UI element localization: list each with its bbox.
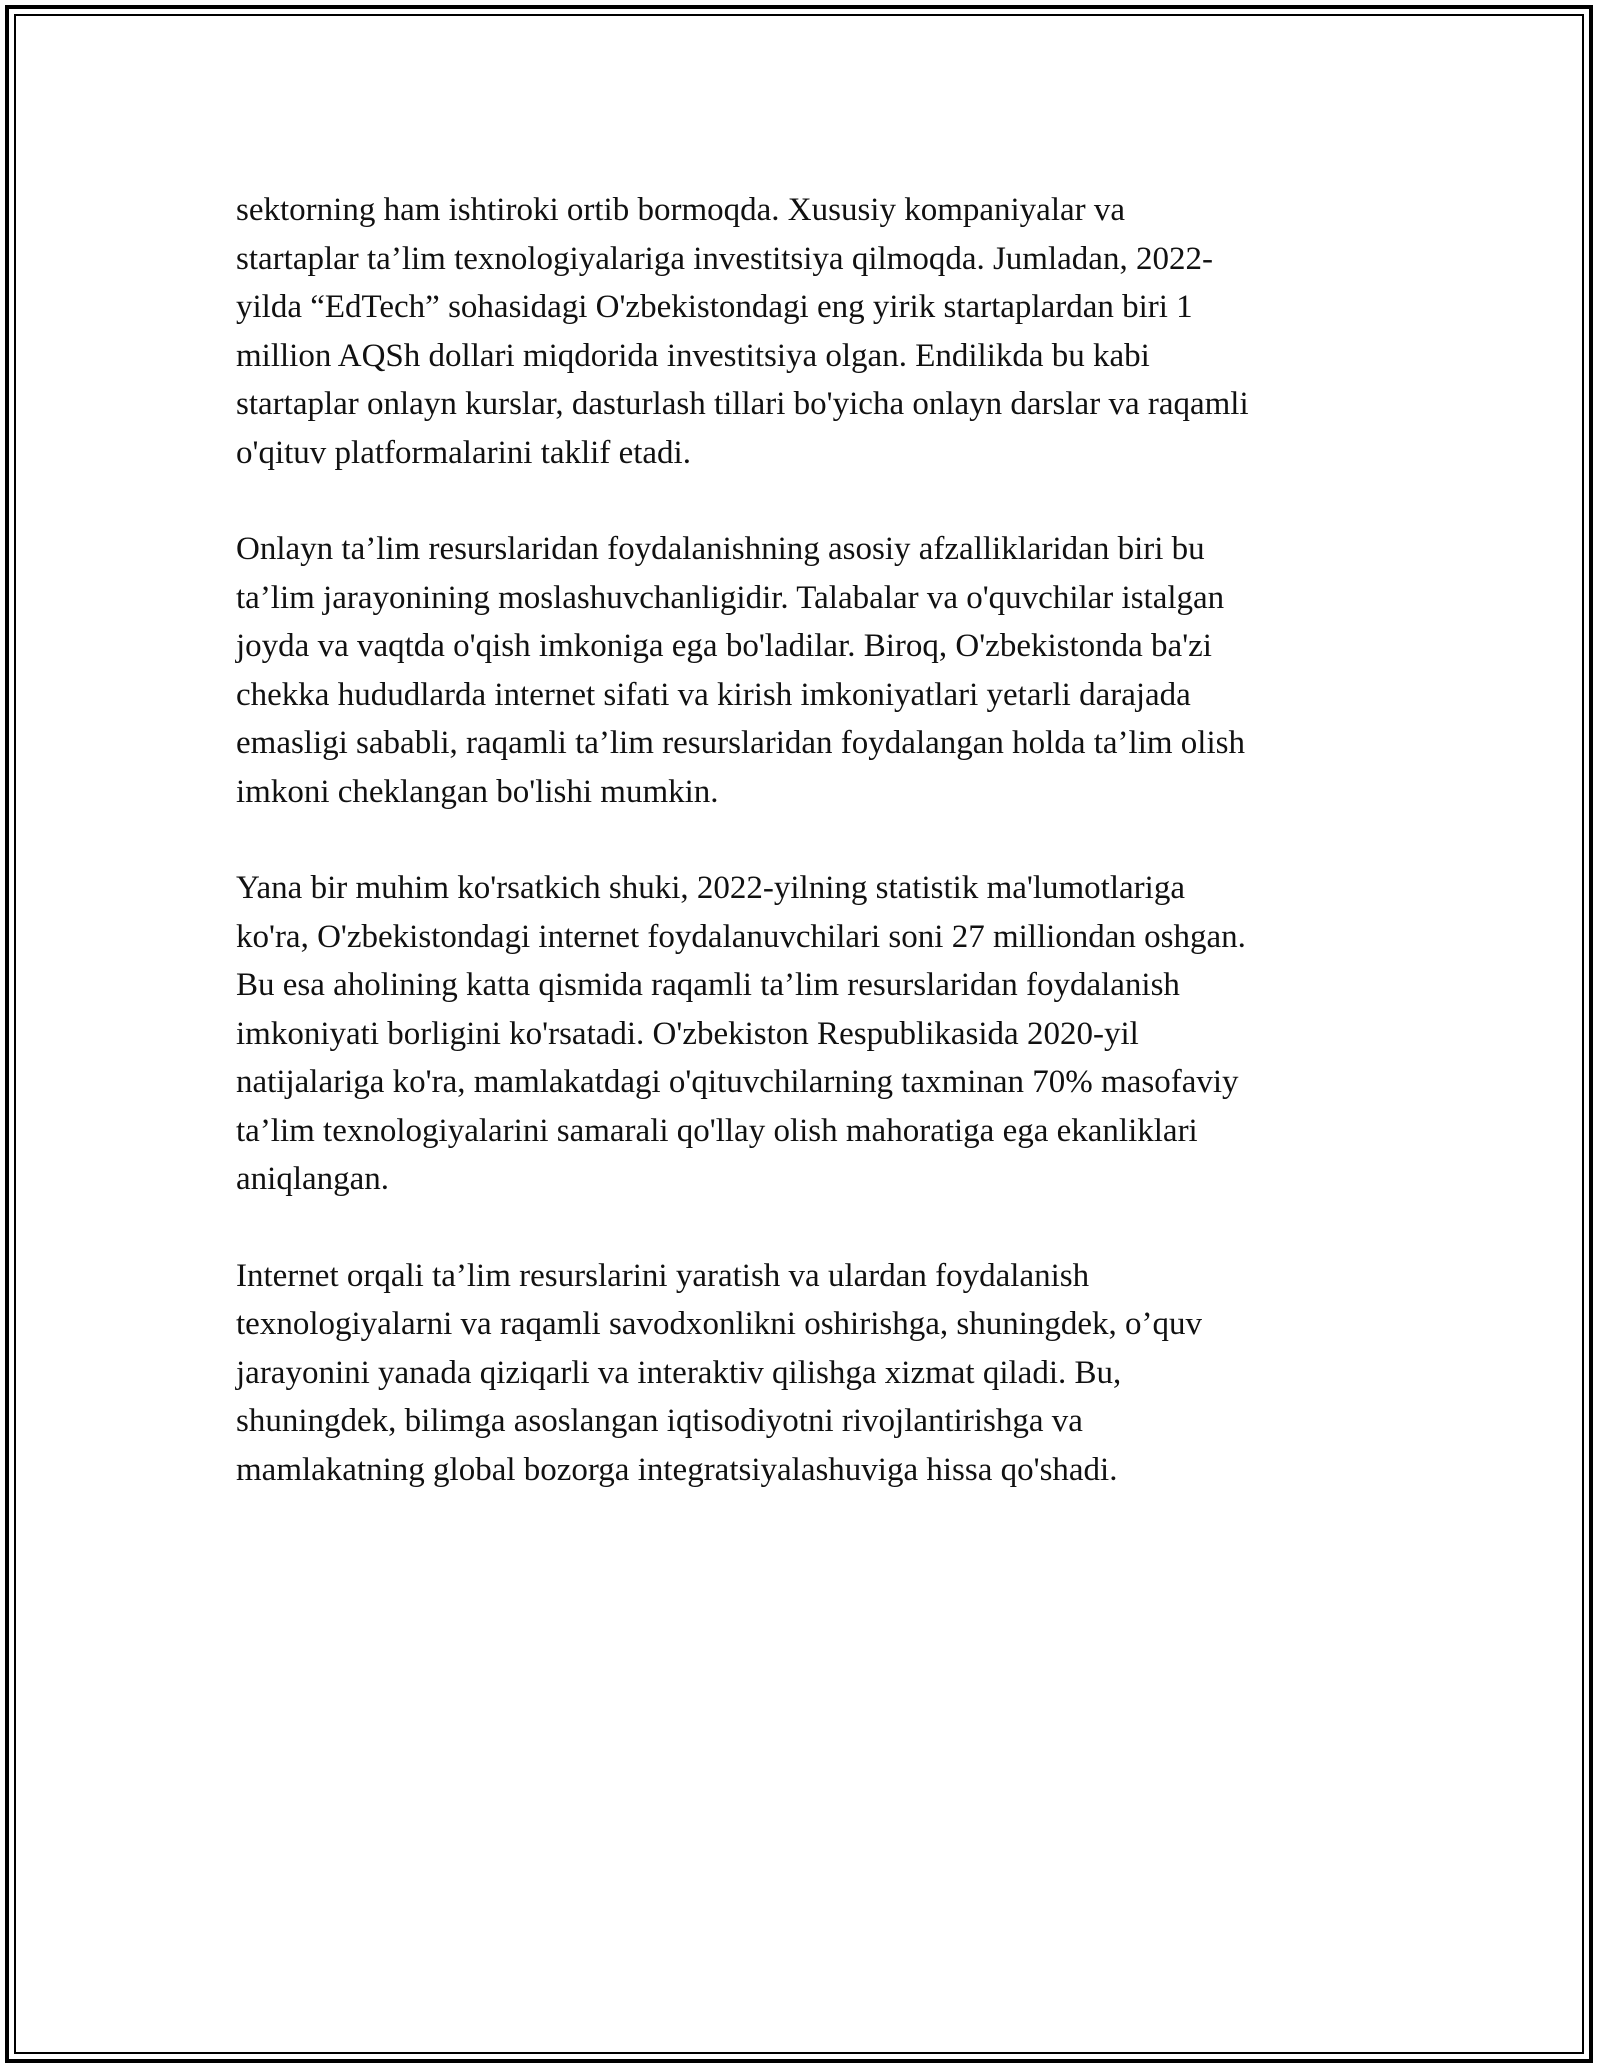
document-body (236, 186, 1376, 1542)
paragraph-1: sektorning ham ishtiroki ortib bormoqda. Xususiy kompaniyalar va startaplar ta’lim texnologiyalariga investitsiya qilmoqda. Jumladan, 2022- yilda “EdTech” sohasidagi O'zbekistondagi eng yirik startaplardan biri 1 million AQSh dollari miqdorida investitsiya olgan. Endilikda bu kabi startaplar onlayn kurslar, dasturlash tillari bo'yicha onlayn darslar va raqamli o'qituv platformalarini taklif etadi. (236, 192, 1249, 471)
paragraph-2: Onlayn ta’lim resurslaridan foydalanishning asosiy afzalliklaridan biri bu ta’lim jarayonining moslashuvchanligidir. Talabalar va o'quvchilar istalgan joyda va vaqtda o'qish imkoniga ega bo'ladilar. Biroq, O'zbekistonda ba'zi chekka hududlarda internet sifati va kirish imkoniyatlari yetarli darajada emasligi sababli, raqamli ta’lim resurslaridan foydalangan holda ta’lim olish imkoni cheklangan bo'lishi mumkin. (236, 531, 1245, 810)
paragraph-4: Internet orqali ta’lim resurslarini yaratish va ulardan foydalanish texnologiyalarni va raqamli savodxonlikni oshirishga, shuningdek, o’quv jarayonini yanada qiziqarli va interaktiv qilishga xizmat qiladi. Bu, shuningdek, bilimga asoslangan iqtisodiyotni rivojlantirishga va mamlakatning global bozorga integratsiyalashuviga hissa qo'shadi. (236, 1257, 1203, 1488)
paragraph-3: Yana bir muhim ko'rsatkich shuki, 2022-yilning statistik ma'lumotlariga ko'ra, O'zbekistondagi internet foydalanuvchilari soni 27 milliondan oshgan. Bu esa aholining katta qismida raqamli ta’lim resurslaridan foydalanish imkoniyati borligini ko'rsatadi. O'zbekiston Respublikasida 2020-yil natijalariga ko'ra, mamlakatdagi o'qituvchilarning taxminan 70% masofaviy ta’lim texnologiyalarini samarali qo'llay olish mahoratiga ega ekanliklari aniqlangan. (236, 870, 1246, 1197)
